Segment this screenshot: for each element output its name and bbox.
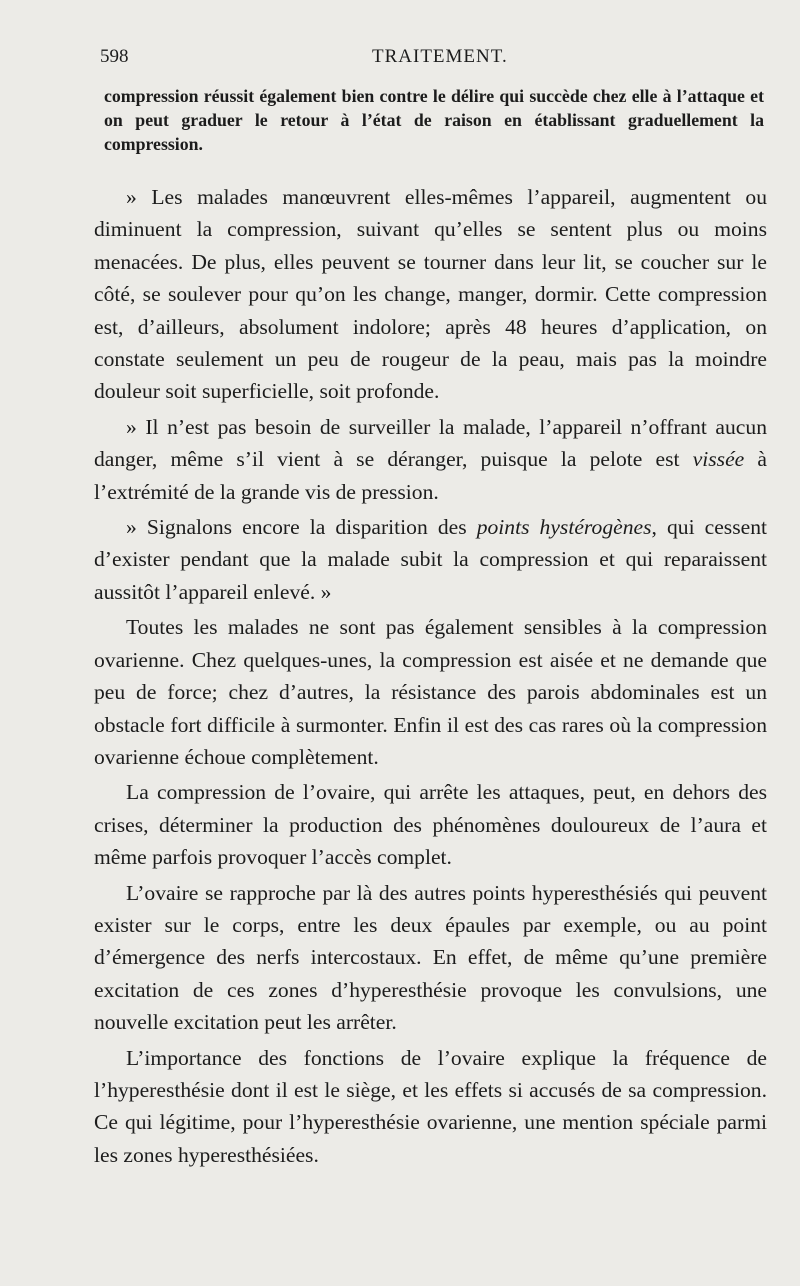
small-print-paragraph: compression réussit également bien contre le délire qui succède chez elle à l’attaque et on peut graduer le retour à l’état de raison en établissant graduellement la compression. [104, 86, 764, 154]
paragraph-3-text-b: , qui cessent d’exister pendant que la malade subit la compression et qui reparaissent aussitôt l’appareil enlevé. » [94, 515, 767, 604]
paragraph-3-italic: points hystérogènes [476, 515, 652, 540]
paragraph-1: » Les malades manœuvrent elles-mêmes l’appareil, augmentent ou diminuent la compression, suivant qu’elles se sentent plus ou moins menacées. De plus, elles peuvent se tourner dans leur lit, se coucher sur le côté, se soulever pour qu’on les change, manger, dormir. Cette compression est, d’ailleurs, absolument indolore; après 48 heures d’application, on constate seulement un peu de rougeur de la peau, mais pas la moindre douleur soit superficielle, soit profonde. [94, 185, 767, 404]
paragraph-2 [94, 411, 767, 508]
paragraph-4: Toutes les malades ne sont pas également sensibles à la compression ovarienne. Chez quelques-unes, la compression est aisée et ne demande que peu de force; chez d’autres, la résistance des parois abdominales est un obstacle fort difficile à surmonter. Enfin il est des cas rares où la compression ovarienne échoue complètement. [94, 615, 767, 769]
paragraph-7: L’importance des fonctions de l’ovaire explique la fréquence de l’hyperesthésie dont il est le siège, et les effets si accusés de sa compression. Ce qui légitime, pour l’hyperesthésie ovarienne, une mention spéciale parmi les zones hyperesthésiées. [94, 1045, 767, 1167]
paragraph-2-text-b: à l’extrémité de la grande vis de pression. [94, 447, 767, 504]
page-number: 598 [100, 46, 129, 67]
paragraph-2-text-a: » Il n’est pas besoin de surveiller la malade, l’appareil n’offrant aucun danger, même s’il vient à se déranger, puisque la pelote est [94, 414, 767, 472]
paragraph-5: La compression de l’ovaire, qui arrête les attaques, peut, en dehors des crises, déterminer la production des phénomènes douloureux de l’aura et même parfois provoquer l’accès complet. [94, 780, 767, 870]
paragraph-3-text-a: » Signalons encore la disparition des [126, 515, 477, 540]
paragraph-3 [94, 511, 767, 608]
body-text [94, 181, 767, 1171]
paragraph-6: L’ovaire se rapproche par là des autres points hyperesthésiés qui peuvent exister sur le corps, entre les deux épaules par exemple, ou au point d’émergence des nerfs intercostaux. En effet, de même qu’une première excitation de ces zones d’hyperesthésie provoque les convulsions, une nouvelle excitation peut les arrêter. [94, 880, 767, 1035]
running-head: TRAITEMENT. [372, 46, 508, 67]
page-header [100, 46, 760, 70]
paragraph-2-italic: vissée [692, 447, 745, 472]
